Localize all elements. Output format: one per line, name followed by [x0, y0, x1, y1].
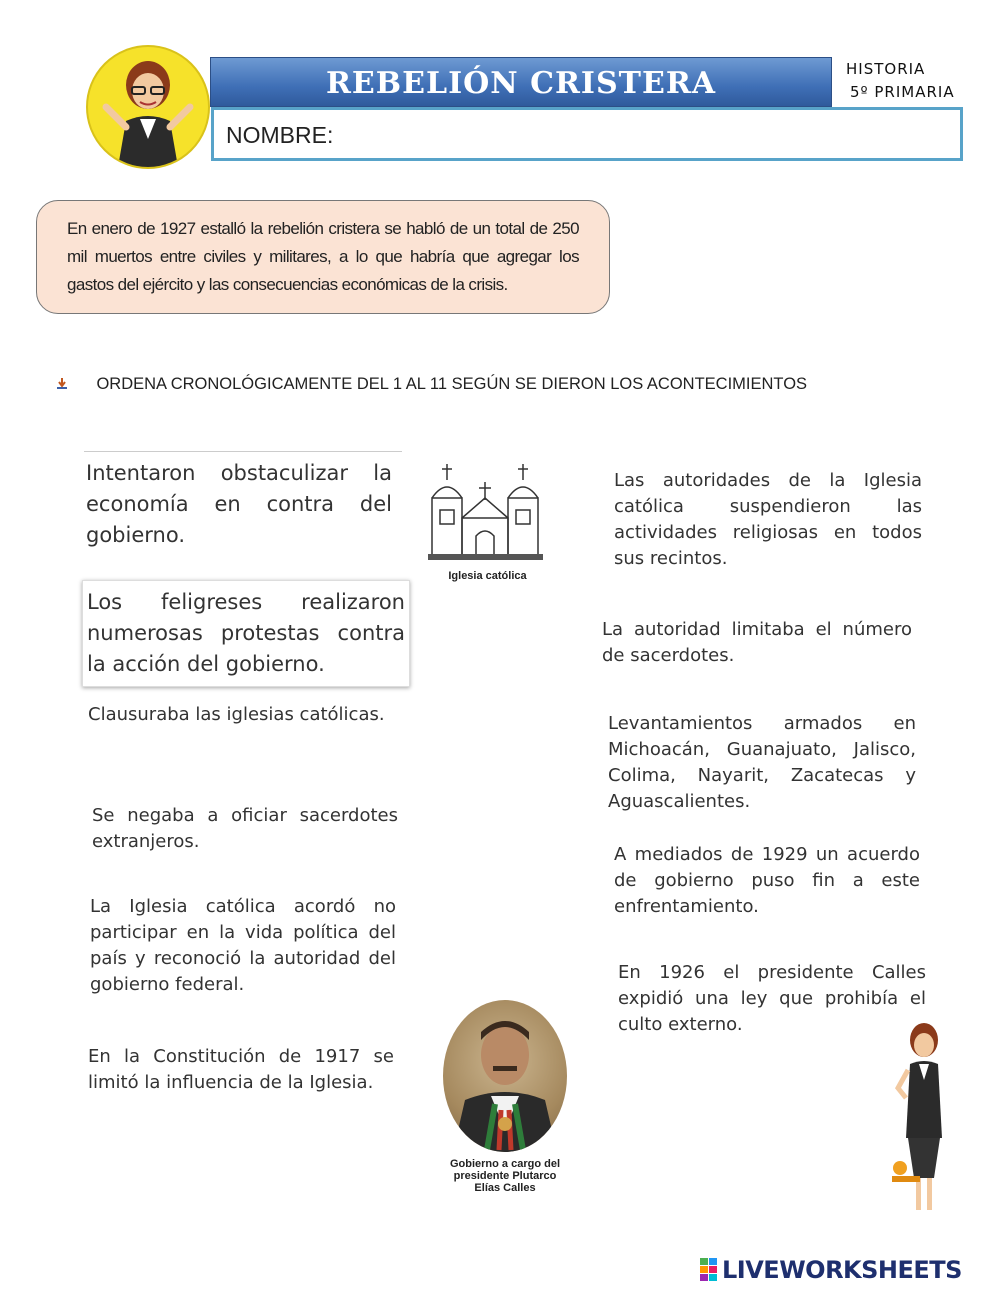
event-text: Levantamientos armados en Michoacán, Guanajuato, Jalisco, Colima, Nayarit, Zacatecas y Aguascalientes. — [608, 713, 916, 812]
teacher-avatar — [86, 45, 210, 169]
liveworksheets-icon — [700, 1258, 718, 1282]
intro-box — [36, 200, 610, 314]
event-text: Las autoridades de la Iglesia católica suspendieron las actividades religiosas en todos sus recintos. — [614, 470, 922, 569]
logo-text: LIVEWORKSHEETS — [722, 1256, 962, 1284]
page-title: REBELIÓN CRISTERA — [325, 66, 717, 101]
event-text: La autoridad limitaba el número de sacerdotes. — [602, 619, 912, 666]
event-card[interactable] — [608, 711, 916, 815]
event-card[interactable] — [88, 1044, 394, 1096]
portrait-caption: Gobierno a cargo del presidente Plutarco Elías Calles — [449, 1158, 561, 1194]
event-text: Intentaron obstaculizar la economía en contra del gobierno. — [86, 461, 392, 547]
event-card[interactable] — [86, 458, 392, 551]
grade-label: 5º PRIMARIA — [850, 83, 955, 101]
name-field[interactable] — [211, 107, 963, 161]
church-image — [428, 458, 543, 568]
president-portrait — [443, 1000, 567, 1152]
portrait-figure-icon — [443, 1000, 567, 1152]
event-card[interactable] — [614, 468, 922, 572]
event-text: La Iglesia católica acordó no participar en la vida política del país y reconoció la autoridad del gobierno federal. — [90, 896, 396, 995]
teacher-standing-icon — [888, 1018, 958, 1218]
event-card[interactable] — [618, 960, 926, 1038]
event-card[interactable] — [82, 580, 410, 687]
event-card[interactable] — [602, 617, 912, 669]
event-card[interactable] — [88, 702, 394, 728]
church-caption: Iglesia católica — [448, 570, 527, 582]
church-icon — [428, 458, 543, 563]
event-text: A mediados de 1929 un acuerdo de gobierno puso fin a este enfrentamiento. — [614, 844, 920, 917]
event-card[interactable] — [614, 842, 920, 920]
name-label: NOMBRE: — [226, 122, 334, 148]
arrow-bullet-icon — [56, 377, 70, 392]
instruction — [56, 375, 807, 394]
card-divider — [84, 451, 402, 452]
liveworksheets-logo — [700, 1256, 962, 1282]
subject-label: HISTORIA — [846, 60, 926, 78]
teacher-figure — [888, 1018, 958, 1218]
teacher-cartoon-icon — [88, 47, 208, 167]
event-text: Clausuraba las iglesias católicas. — [88, 704, 385, 725]
event-card[interactable] — [90, 894, 396, 998]
event-text: Se negaba a oficiar sacerdotes extranjeros. — [92, 805, 398, 852]
event-text: Los feligreses realizaron numerosas protestas contra la acción del gobierno. — [87, 590, 405, 676]
event-text: En 1926 el presidente Calles expidió una ley que prohibía el culto externo. — [618, 962, 926, 1035]
intro-text: En enero de 1927 estalló la rebelión cristera se habló de un total de 250 mil muertos entre civiles y militares, a lo que habría que agregar los gastos del ejército y las consecuencias económicas de la crisis. — [67, 219, 579, 294]
title-banner — [210, 57, 832, 107]
instruction-text: ORDENA CRONOLÓGICAMENTE DEL 1 AL 11 SEGÚN SE DIERON LOS ACONTECIMIENTOS — [96, 375, 808, 393]
event-text: En la Constitución de 1917 se limitó la influencia de la Iglesia. — [88, 1046, 394, 1093]
event-card[interactable] — [92, 803, 398, 855]
